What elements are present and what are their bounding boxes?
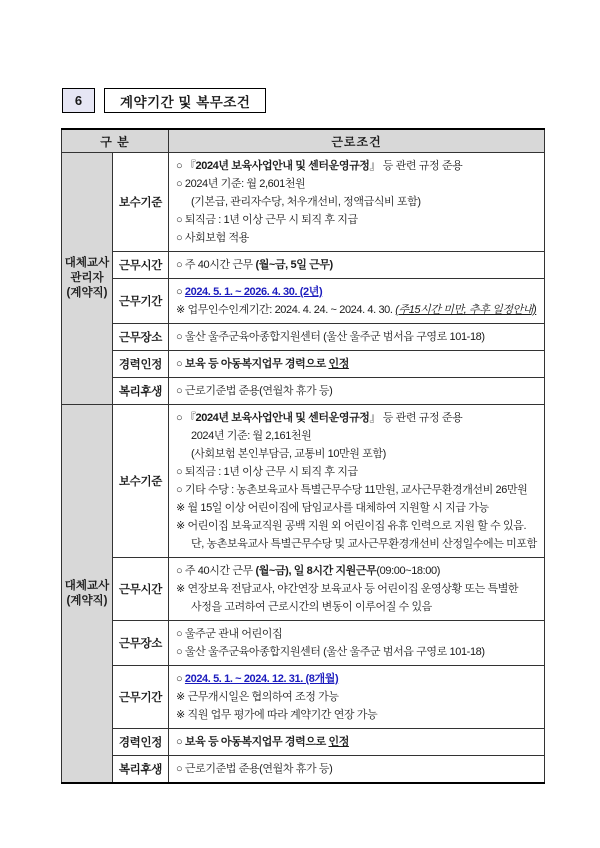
text-segment: 2024년 보육사업안내 및 센터운영규정 xyxy=(195,412,370,424)
section-title: 계약기간 및 복무조건 xyxy=(120,94,251,110)
row-content-cell xyxy=(169,405,545,558)
group-label-cell: 대체교사 관리자 (계약직) xyxy=(62,153,113,405)
conditions-table xyxy=(61,128,545,784)
text-segment: (월~금, 5일 근무) xyxy=(255,259,333,271)
text-segment: 』 등 관련 규정 준용 xyxy=(369,160,463,172)
section-heading xyxy=(62,88,266,113)
row-content-cell xyxy=(169,756,545,784)
text-segment: ○ 울주군 관내 어린이집 xyxy=(176,628,283,640)
table-row xyxy=(62,621,545,666)
text-segment: 인정 xyxy=(328,736,349,748)
table-row xyxy=(62,405,545,558)
content-line xyxy=(176,598,539,616)
content-line xyxy=(176,580,539,598)
text-segment: ○ 『 xyxy=(176,160,196,172)
row-content-cell xyxy=(169,351,545,378)
content-line xyxy=(176,643,539,661)
row-label-cell: 복리후생 xyxy=(113,756,169,784)
section-title-box xyxy=(104,88,266,113)
text-segment: ○ 『 xyxy=(176,412,196,424)
table-row xyxy=(62,279,545,324)
row-content-cell xyxy=(169,153,545,252)
text-segment: ※ 어린이집 보육교직원 공백 지원 외 어린이집 유휴 인력으로 지원 할 수 있음. xyxy=(176,520,527,532)
table-row xyxy=(62,153,545,252)
content-line xyxy=(176,733,539,751)
row-label-cell: 근무장소 xyxy=(113,621,169,666)
content-line xyxy=(176,355,539,373)
table-row xyxy=(62,252,545,279)
text-segment: 사정을 고려하여 근로시간의 변동이 이루어질 수 있음 xyxy=(191,601,432,613)
text-segment: ※ 직원 업무 평가에 따라 계약기간 연장 가능 xyxy=(176,709,378,721)
text-segment: ○ 기타 수당 : 농촌보육교사 특별근무수당 11만원, 교사근무환경개선비 26만원 xyxy=(176,484,528,496)
conditions-table-header xyxy=(62,129,545,153)
content-line xyxy=(176,688,539,706)
content-line xyxy=(176,445,539,463)
content-line xyxy=(176,499,539,517)
text-segment: 인정 xyxy=(328,358,349,370)
text-segment: (사회보험 본인부담금, 교통비 10만원 포함) xyxy=(191,448,386,460)
row-label-cell: 근무장소 xyxy=(113,324,169,351)
content-line xyxy=(176,517,539,535)
row-label-cell: 근무시간 xyxy=(113,252,169,279)
content-line xyxy=(176,328,539,346)
row-label-cell: 복리후생 xyxy=(113,378,169,405)
content-line xyxy=(176,625,539,643)
text-segment: ○ xyxy=(176,736,185,748)
content-line xyxy=(176,283,539,301)
row-label-cell: 근무기간 xyxy=(113,279,169,324)
text-segment: ○ 울산 울주군육아종합지원센터 (울산 울주군 범서읍 구영로 101-18) xyxy=(176,331,485,343)
text-segment: ○ 2024년 기준: 월 2,601천원 xyxy=(176,178,306,190)
text-segment: ○ xyxy=(176,358,185,370)
text-segment: ※ 업무인수인계기간: 2024. 4. 24. ~ 2024. 4. 30. xyxy=(176,304,396,316)
content-line xyxy=(176,760,539,778)
text-segment: (월~금), 일 8시간 지원근무 xyxy=(255,565,377,577)
content-line xyxy=(176,157,539,175)
text-segment: (09:00~18:00) xyxy=(376,565,440,577)
text-segment: ※ 근무개시일은 협의하여 조정 가능 xyxy=(176,691,339,703)
table-row xyxy=(62,666,545,729)
row-label-cell: 근무기간 xyxy=(113,666,169,729)
content-line xyxy=(176,301,539,319)
conditions-table-body xyxy=(62,153,545,784)
header-row xyxy=(62,129,545,153)
content-line xyxy=(176,535,539,553)
row-content-cell xyxy=(169,279,545,324)
text-segment: ○ 근로기준법 준용(연월차 휴가 등) xyxy=(176,763,333,775)
content-line xyxy=(176,481,539,499)
row-label-cell: 보수기준 xyxy=(113,405,169,558)
table-row xyxy=(62,351,545,378)
row-content-cell xyxy=(169,558,545,621)
text-segment: ○ 사회보험 적용 xyxy=(176,232,249,244)
text-segment: ○ 근로기준법 준용(연월차 휴가 등) xyxy=(176,385,333,397)
text-segment: 보육 등 아동복지업무 경력으로 xyxy=(184,736,329,748)
row-content-cell xyxy=(169,378,545,405)
text-segment: ○ 퇴직금 : 1년 이상 근무 시 퇴직 후 지급 xyxy=(176,214,358,226)
text-segment: 』 등 관련 규정 준용 xyxy=(369,412,463,424)
content-line xyxy=(176,409,539,427)
content-line xyxy=(176,706,539,724)
text-segment: ○ 울산 울주군육아종합지원센터 (울산 울주군 범서읍 구영로 101-18) xyxy=(176,646,485,658)
row-label-cell: 보수기준 xyxy=(113,153,169,252)
row-label-cell: 근무시간 xyxy=(113,558,169,621)
content-line xyxy=(176,670,539,688)
text-segment: 2024년 보육사업안내 및 센터운영규정 xyxy=(195,160,370,172)
content-line xyxy=(176,427,539,445)
header-category: 구 분 xyxy=(62,129,169,153)
text-segment: (주15시간 미만, 추후 일정안내) xyxy=(395,304,537,316)
row-content-cell xyxy=(169,666,545,729)
text-segment: ○ xyxy=(176,286,185,298)
content-line xyxy=(176,175,539,193)
content-line xyxy=(176,382,539,400)
text-segment: ○ 주 40시간 근무 xyxy=(176,259,256,271)
table-row xyxy=(62,729,545,756)
group-label-cell: 대체교사 (계약직) xyxy=(62,405,113,784)
text-segment: 2024. 5. 1. ~ 2024. 12. 31. (8개월) xyxy=(184,673,339,685)
text-segment: 단, 농촌보육교사 특별근무수당 및 교사근무환경개선비 산정일수에는 미포함 xyxy=(191,538,537,550)
row-content-cell xyxy=(169,729,545,756)
row-content-cell xyxy=(169,324,545,351)
text-segment: ○ 퇴직금 : 1년 이상 근무 시 퇴직 후 지급 xyxy=(176,466,358,478)
content-line xyxy=(176,229,539,247)
table-row xyxy=(62,558,545,621)
table-row xyxy=(62,324,545,351)
text-segment: 2024년 기준: 월 2,161천원 xyxy=(191,430,312,442)
text-segment: ○ xyxy=(176,673,185,685)
content-line xyxy=(176,463,539,481)
table-row xyxy=(62,378,545,405)
content-line xyxy=(176,193,539,211)
text-segment: 보육 등 아동복지업무 경력으로 xyxy=(184,358,329,370)
section-number-badge xyxy=(62,88,95,113)
row-label-cell: 경력인정 xyxy=(113,351,169,378)
text-segment: ※ 월 15일 이상 어린이집에 담임교사를 대체하여 지원할 시 지급 가능 xyxy=(176,502,489,514)
text-segment: ※ 연장보육 전담교사, 야간연장 보육교사 등 어린이집 운영상황 또는 특별한 xyxy=(176,583,519,595)
content-line xyxy=(176,211,539,229)
text-segment: ○ 주 40시간 근무 xyxy=(176,565,256,577)
header-conditions: 근로조건 xyxy=(169,129,545,153)
section-number: 6 xyxy=(74,93,83,108)
row-content-cell xyxy=(169,621,545,666)
row-label-cell: 경력인정 xyxy=(113,729,169,756)
text-segment: 2024. 5. 1. ~ 2026. 4. 30. (2년) xyxy=(184,286,323,298)
content-line xyxy=(176,562,539,580)
row-content-cell xyxy=(169,252,545,279)
content-line xyxy=(176,256,539,274)
table-row xyxy=(62,756,545,784)
text-segment: (기본급, 관리자수당, 처우개선비, 정액급식비 포함) xyxy=(191,196,421,208)
